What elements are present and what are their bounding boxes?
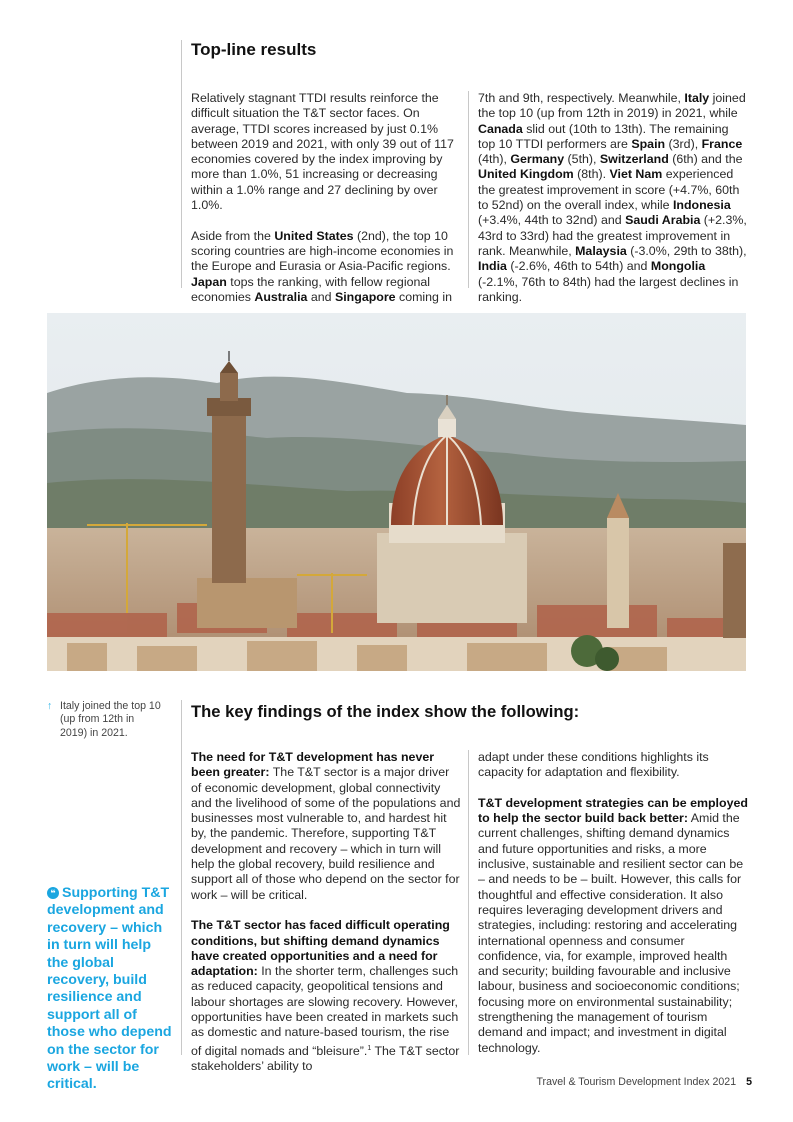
section2-rule [181, 700, 182, 1055]
florence-skyline-photo [47, 313, 746, 671]
section1-left-column [191, 91, 461, 320]
finding-3: T&T development strategies can be employed to help the sector build back better: Amid the current challenges, shifting demand dynamics and future opportunities and risks, a more inclusive, sustainable and resilient sector can be – and needs to be – built. However, this calls for thoughtful and effective consideration. It also requires leveraging development drivers and strategies, including: restoring and accelerating international openness and consumer confidence, via, for example, improved health and security; building favourable and inclusive labour, business and socioeconomic conditions; focusing more on environmental sustainability; strengthening the management of tourism demand and impact; and investment in digital technology. [478, 795, 748, 1055]
section1-right-column [478, 91, 748, 320]
page-footer [450, 1076, 752, 1088]
section1-rule [181, 40, 182, 288]
section2-title: The key findings of the index show the following: [191, 702, 580, 721]
section2-column-rule [468, 750, 469, 1055]
section1-column-rule [468, 91, 469, 288]
photo-caption [47, 700, 162, 740]
pull-quote [47, 885, 175, 1094]
section2-left-column [191, 750, 461, 1090]
section1-paragraph-3: 7th and 9th, respectively. Meanwhile, Italy joined the top 10 (up from 12th in 2019) in 2021, while Canada slid out (10th to 13th). The remaining top 10 TTDI performers are Spain (3rd), France (4th), Germany (5th), Switzerland (6th) and the United Kingdom (8th). Viet Nam experienced the greatest improvement in score (+4.7%, 60th to 52nd) on the overall index, while Indonesia (+3.4%, 44th to 32nd) and Saudi Arabia (+2.3%, 43rd to 33rd) had the greatest improvement in rank. Meanwhile, Malaysia (-3.0%, 29th to 38th), India (-2.6%, 46th to 54th) and Mongolia (-2.1%, 76th to 84th) had the largest declines in ranking. [478, 91, 747, 304]
page-number: 5 [746, 1076, 752, 1088]
section1-title: Top-line results [191, 40, 317, 59]
section2-right-column [478, 750, 748, 1071]
finding-2-continued: adapt under these conditions highlights its capacity for adaptation and flexibility. [478, 750, 709, 780]
finding-2: The T&T sector has faced difficult operating conditions, but shifting demand dynamics have created opportunities and a need for adaptation: In the shorter term, challenges such as reduced capacity, geopolitical tensions and labour shortages are slowing recovery. However, opportunities have been created in markets such as domestic and nature-based tourism, the rise of digital nomads and “bleisure”.$^1$ The T&T sector stakeholders’ ability to [191, 918, 460, 1074]
pull-quote-text: Supporting T&T development and recovery – which in turn will help the global recovery, build resilience and support all of those who depend on the sector for work – will be critical. [47, 885, 172, 1093]
photo-caption-text: Italy joined the top 10 (up from 12th in 2019) in 2021. [60, 700, 161, 739]
section1-paragraph-1: Relatively stagnant TTDI results reinforce the difficult situation the T&T sector faces. On average, TTDI scores increased by just 0.1% between 2019 and 2021, with only 39 out of 117 economies covered by the index improving by more than 1.0%, 51 increasing or decreasing within a 1.0% range and 27 declining by over 1.0%. [191, 91, 454, 213]
footer-title: Travel & Tourism Development Index 2021 [536, 1076, 737, 1088]
quote-icon: ❝ [47, 887, 59, 899]
section1-paragraph-2: Aside from the United States (2nd), the top 10 scoring countries are high-income economies in the Europe and Eurasia or Asia-Pacific regions. Japan tops the ranking, with fellow regional economies Australia and Singapore coming in [191, 228, 454, 304]
footnote-ref: 1 [367, 1044, 372, 1052]
finding-1: The need for T&T development has never been greater: The T&T sector is a major driver of economic development, global connectivity and the livelihood of some of the populations and businesses most vulnerable to, and hardest hit by, the pandemic. Therefore, supporting T&T development and recovery – which in turn will help the global recovery, build resilience and support all of those who depend on the sector for work – will be critical. [191, 750, 461, 902]
arrow-up-icon: ↑ [47, 700, 53, 712]
